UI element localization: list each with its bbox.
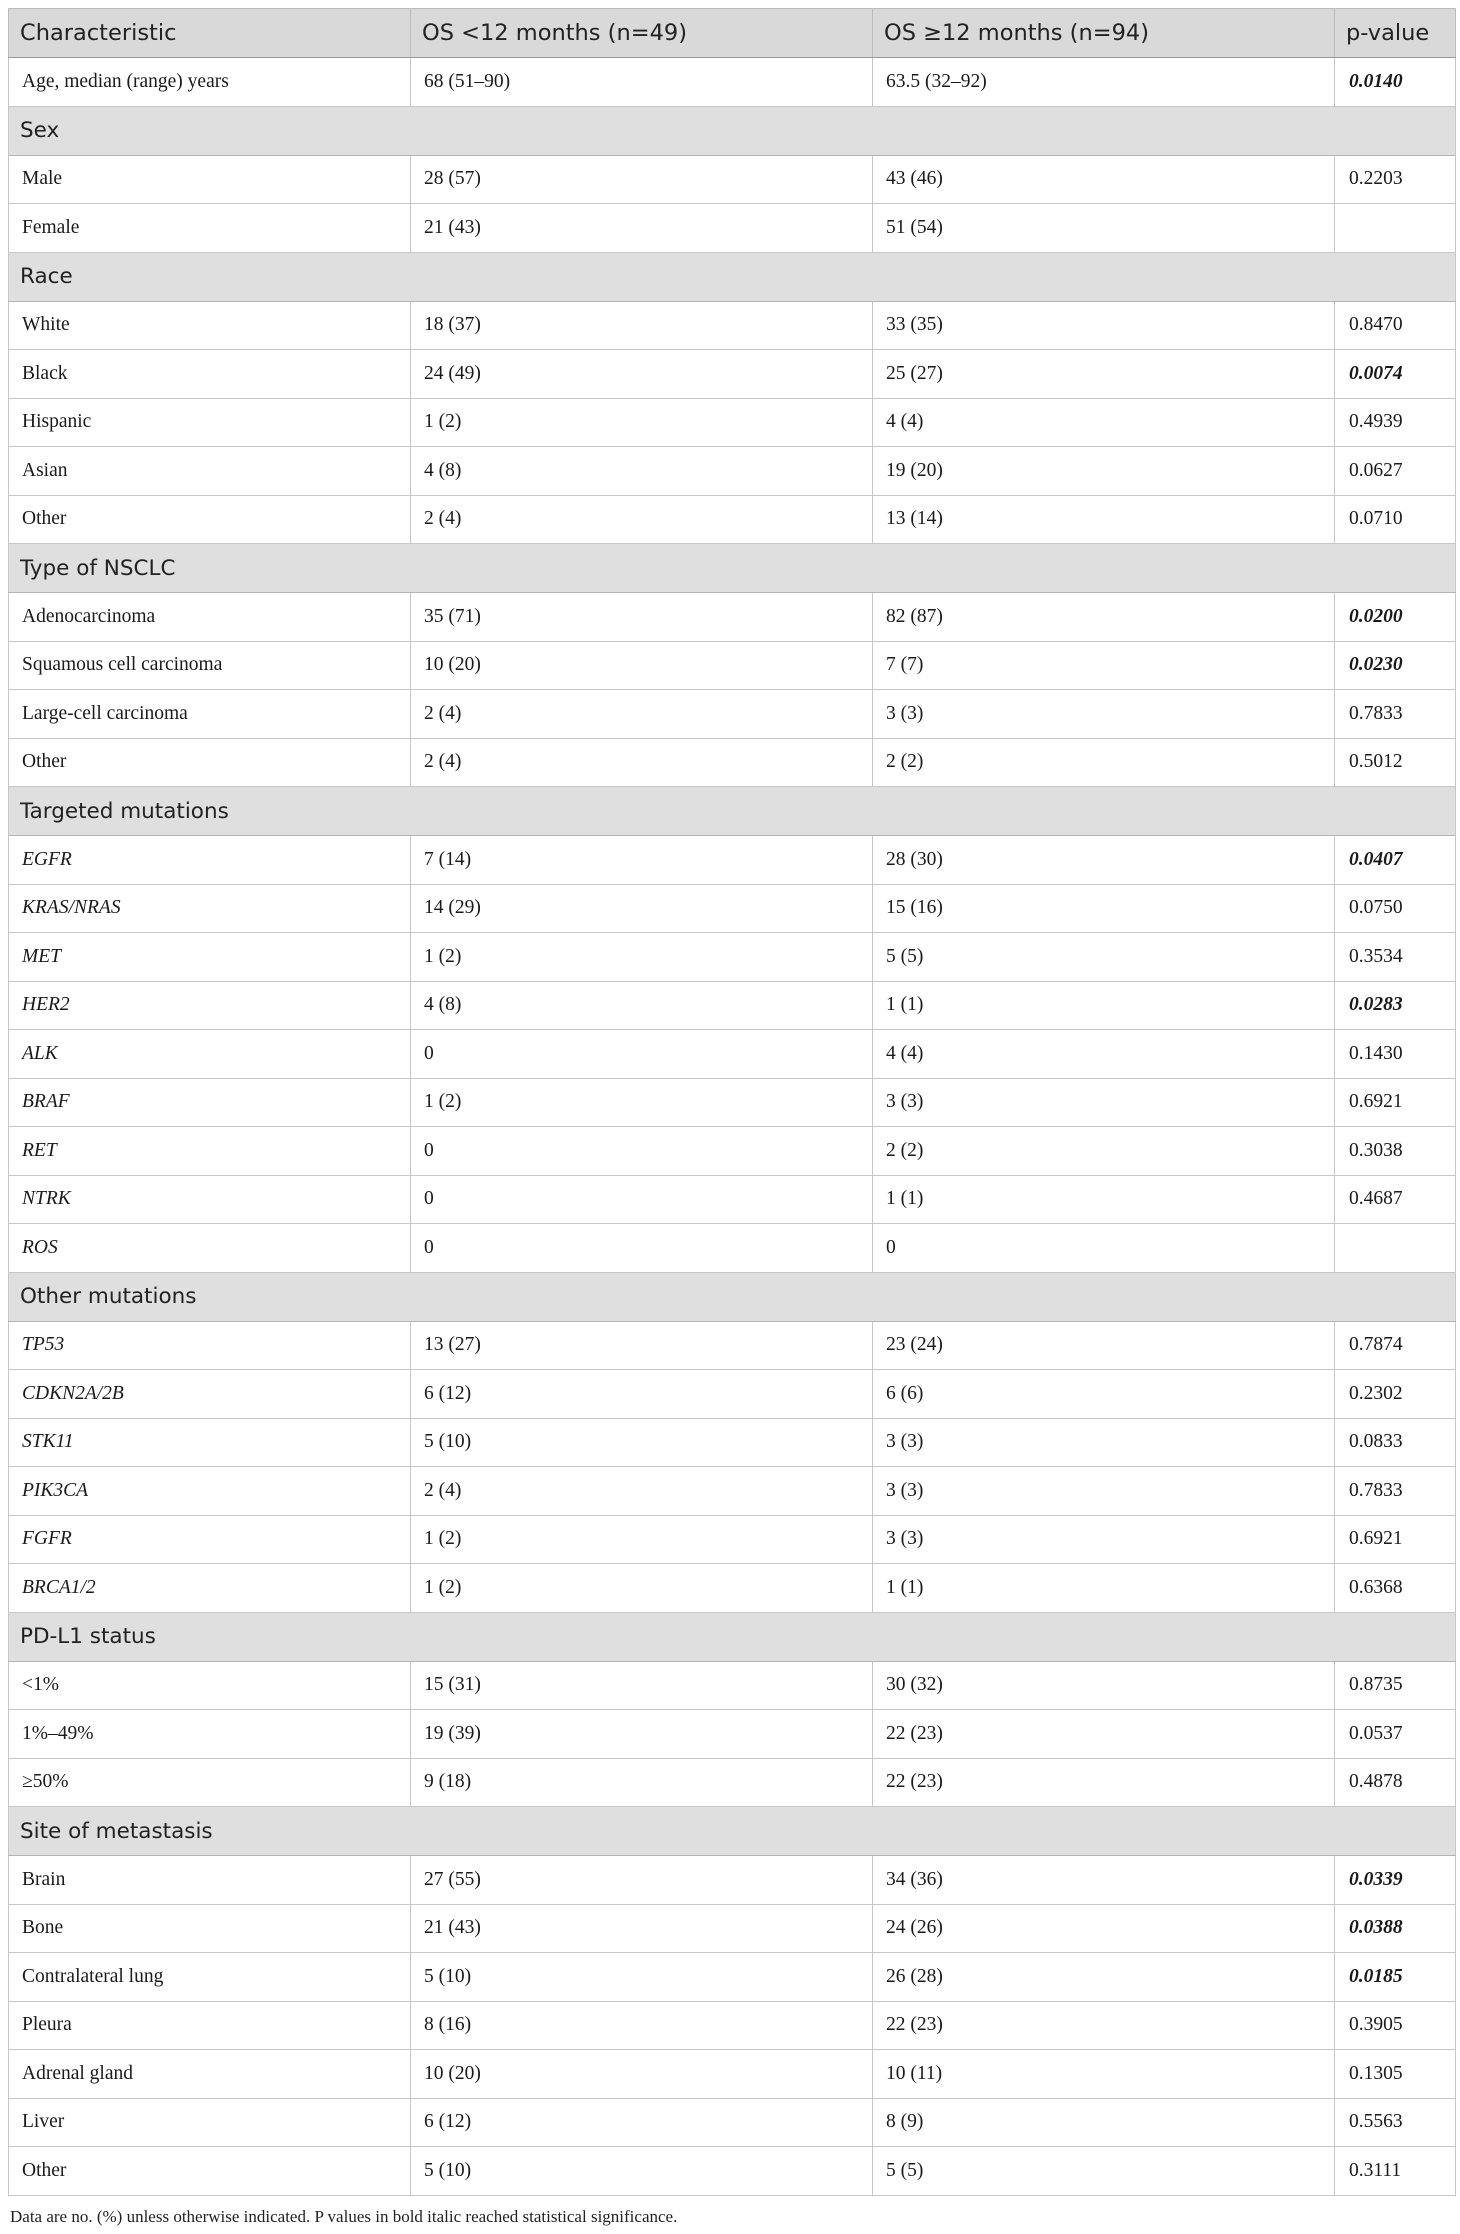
table-row xyxy=(9,1710,1456,1759)
row-value-os-12-plus: 82 (87) xyxy=(873,593,1335,642)
row-value-os-under-12: 2 (4) xyxy=(411,1467,873,1516)
table-row-age xyxy=(9,58,1456,107)
header-os-12-plus: OS ≥12 months (n=94) xyxy=(873,9,1335,58)
row-p-value: 0.0710 xyxy=(1335,495,1456,544)
row-label: STK11 xyxy=(9,1418,411,1467)
row-label: Contralateral lung xyxy=(9,1953,411,2002)
row-value-os-under-12: 1 (2) xyxy=(411,1515,873,1564)
section-title: PD-L1 status xyxy=(9,1612,1456,1661)
section-title: Type of NSCLC xyxy=(9,544,1456,593)
row-p-value: 0.7874 xyxy=(1335,1321,1456,1370)
row-p-value xyxy=(1335,1224,1456,1273)
table-row xyxy=(9,1758,1456,1807)
row-label: Squamous cell carcinoma xyxy=(9,641,411,690)
row-label: Other xyxy=(9,738,411,787)
row-value-os-12-plus: 6 (6) xyxy=(873,1370,1335,1419)
table-row xyxy=(9,1904,1456,1953)
table-row xyxy=(9,933,1456,982)
row-value-os-under-12: 6 (12) xyxy=(411,2098,873,2147)
table-row xyxy=(9,1127,1456,1176)
row-p-value: 0.2203 xyxy=(1335,155,1456,204)
row-value-os-12-plus: 26 (28) xyxy=(873,1953,1335,2002)
row-label: ALK xyxy=(9,1030,411,1079)
row-value-os-under-12: 2 (4) xyxy=(411,495,873,544)
row-label: BRCA1/2 xyxy=(9,1564,411,1613)
row-p-value: 0.2302 xyxy=(1335,1370,1456,1419)
row-value-os-under-12: 9 (18) xyxy=(411,1758,873,1807)
row-value-os-12-plus: 23 (24) xyxy=(873,1321,1335,1370)
table-row xyxy=(9,1856,1456,1905)
row-p-value: 0.3905 xyxy=(1335,2001,1456,2050)
row-value-os-12-plus: 5 (5) xyxy=(873,2147,1335,2196)
row-p-value: 0.3534 xyxy=(1335,933,1456,982)
table-row xyxy=(9,155,1456,204)
row-label: Pleura xyxy=(9,2001,411,2050)
table-row xyxy=(9,398,1456,447)
header-row xyxy=(9,9,1456,58)
table-row xyxy=(9,1175,1456,1224)
row-label: BRAF xyxy=(9,1078,411,1127)
row-value-os-12-plus: 4 (4) xyxy=(873,398,1335,447)
table-row xyxy=(9,593,1456,642)
row-p-value: 0.8470 xyxy=(1335,301,1456,350)
row-label: Large-cell carcinoma xyxy=(9,690,411,739)
row-value-os-under-12: 10 (20) xyxy=(411,641,873,690)
table-row xyxy=(9,1564,1456,1613)
row-p-value: 0.0407 xyxy=(1335,836,1456,885)
row-value-os-12-plus: 25 (27) xyxy=(873,350,1335,399)
table-row xyxy=(9,1224,1456,1273)
row-p-value: 0.1305 xyxy=(1335,2050,1456,2099)
row-p-value: 0.4687 xyxy=(1335,1175,1456,1224)
row-value-os-under-12: 18 (37) xyxy=(411,301,873,350)
row-value-os-under-12: 35 (71) xyxy=(411,593,873,642)
row-value-os-12-plus: 30 (32) xyxy=(873,1661,1335,1710)
row-label: White xyxy=(9,301,411,350)
table-row xyxy=(9,836,1456,885)
row-label: Bone xyxy=(9,1904,411,1953)
row-value-os-under-12: 0 xyxy=(411,1175,873,1224)
row-value-os-12-plus: 22 (23) xyxy=(873,1710,1335,1759)
row-value-os-12-plus: 22 (23) xyxy=(873,2001,1335,2050)
row-value-os-under-12: 14 (29) xyxy=(411,884,873,933)
row-value-os-12-plus: 1 (1) xyxy=(873,981,1335,1030)
row-value-os-under-12: 4 (8) xyxy=(411,981,873,1030)
table-row xyxy=(9,1467,1456,1516)
row-value-os-12-plus: 10 (11) xyxy=(873,2050,1335,2099)
row-value-os-under-12: 13 (27) xyxy=(411,1321,873,1370)
row-value-os-12-plus: 5 (5) xyxy=(873,933,1335,982)
row-label: Other xyxy=(9,2147,411,2196)
row-value-os-12-plus: 4 (4) xyxy=(873,1030,1335,1079)
section-header-row xyxy=(9,252,1456,301)
row-label: Adenocarcinoma xyxy=(9,593,411,642)
row-value-os-under-12: 1 (2) xyxy=(411,1078,873,1127)
row-value-os-12-plus: 1 (1) xyxy=(873,1564,1335,1613)
table-row xyxy=(9,301,1456,350)
section-header-row xyxy=(9,787,1456,836)
row-p-value: 0.0200 xyxy=(1335,593,1456,642)
row-value-os-under-12: 19 (39) xyxy=(411,1710,873,1759)
row-value-os-12-plus: 63.5 (32–92) xyxy=(873,58,1335,107)
row-p-value: 0.8735 xyxy=(1335,1661,1456,1710)
row-p-value: 0.0339 xyxy=(1335,1856,1456,1905)
row-value-os-12-plus: 0 xyxy=(873,1224,1335,1273)
row-value-os-12-plus: 7 (7) xyxy=(873,641,1335,690)
row-label: KRAS/NRAS xyxy=(9,884,411,933)
row-value-os-under-12: 5 (10) xyxy=(411,1953,873,2002)
row-p-value: 0.0074 xyxy=(1335,350,1456,399)
row-value-os-under-12: 10 (20) xyxy=(411,2050,873,2099)
row-value-os-12-plus: 51 (54) xyxy=(873,204,1335,253)
row-label: EGFR xyxy=(9,836,411,885)
row-value-os-under-12: 7 (14) xyxy=(411,836,873,885)
row-value-os-12-plus: 19 (20) xyxy=(873,447,1335,496)
row-label: Black xyxy=(9,350,411,399)
table-row xyxy=(9,495,1456,544)
section-header-row xyxy=(9,544,1456,593)
row-label: RET xyxy=(9,1127,411,1176)
row-label: CDKN2A/2B xyxy=(9,1370,411,1419)
header-characteristic: Characteristic xyxy=(9,9,411,58)
row-label: Asian xyxy=(9,447,411,496)
row-label: TP53 xyxy=(9,1321,411,1370)
row-label: Brain xyxy=(9,1856,411,1905)
row-p-value: 0.6368 xyxy=(1335,1564,1456,1613)
row-p-value: 0.5563 xyxy=(1335,2098,1456,2147)
table-footnote: Data are no. (%) unless otherwise indicated. P values in bold italic reached statistical significance. xyxy=(10,2206,678,2226)
characteristics-table xyxy=(8,8,1456,2196)
table-row xyxy=(9,884,1456,933)
section-header-row xyxy=(9,1612,1456,1661)
table-row xyxy=(9,1515,1456,1564)
row-value-os-12-plus: 34 (36) xyxy=(873,1856,1335,1905)
row-p-value: 0.0230 xyxy=(1335,641,1456,690)
row-p-value: 0.3038 xyxy=(1335,1127,1456,1176)
row-label: NTRK xyxy=(9,1175,411,1224)
row-p-value: 0.0750 xyxy=(1335,884,1456,933)
table-row xyxy=(9,447,1456,496)
row-p-value: 0.0283 xyxy=(1335,981,1456,1030)
table-row xyxy=(9,204,1456,253)
table-row xyxy=(9,1370,1456,1419)
row-value-os-under-12: 15 (31) xyxy=(411,1661,873,1710)
row-value-os-12-plus: 22 (23) xyxy=(873,1758,1335,1807)
section-title: Race xyxy=(9,252,1456,301)
row-p-value: 0.0833 xyxy=(1335,1418,1456,1467)
section-header-row xyxy=(9,1807,1456,1856)
row-p-value: 0.0627 xyxy=(1335,447,1456,496)
row-value-os-12-plus: 13 (14) xyxy=(873,495,1335,544)
table-row xyxy=(9,1078,1456,1127)
row-value-os-under-12: 27 (55) xyxy=(411,1856,873,1905)
table-row xyxy=(9,738,1456,787)
row-value-os-under-12: 0 xyxy=(411,1030,873,1079)
table-row xyxy=(9,2001,1456,2050)
row-value-os-12-plus: 3 (3) xyxy=(873,1515,1335,1564)
row-value-os-12-plus: 2 (2) xyxy=(873,738,1335,787)
table-row xyxy=(9,2147,1456,2196)
row-label: <1% xyxy=(9,1661,411,1710)
table-body xyxy=(9,58,1456,2196)
row-value-os-12-plus: 1 (1) xyxy=(873,1175,1335,1224)
row-p-value: 0.0185 xyxy=(1335,1953,1456,2002)
row-label: HER2 xyxy=(9,981,411,1030)
table-row xyxy=(9,350,1456,399)
row-value-os-under-12: 4 (8) xyxy=(411,447,873,496)
table-row xyxy=(9,1661,1456,1710)
row-value-os-under-12: 68 (51–90) xyxy=(411,58,873,107)
row-p-value: 0.5012 xyxy=(1335,738,1456,787)
row-p-value: 0.4939 xyxy=(1335,398,1456,447)
table-row xyxy=(9,981,1456,1030)
table-row xyxy=(9,690,1456,739)
table-row xyxy=(9,2098,1456,2147)
row-value-os-under-12: 24 (49) xyxy=(411,350,873,399)
row-value-os-12-plus: 3 (3) xyxy=(873,1078,1335,1127)
row-value-os-under-12: 2 (4) xyxy=(411,690,873,739)
row-label: Age, median (range) years xyxy=(9,58,411,107)
row-label: Liver xyxy=(9,2098,411,2147)
row-value-os-under-12: 21 (43) xyxy=(411,204,873,253)
row-value-os-under-12: 1 (2) xyxy=(411,398,873,447)
row-p-value: 0.0388 xyxy=(1335,1904,1456,1953)
row-value-os-12-plus: 2 (2) xyxy=(873,1127,1335,1176)
section-title: Other mutations xyxy=(9,1272,1456,1321)
row-label: Adrenal gland xyxy=(9,2050,411,2099)
row-value-os-under-12: 6 (12) xyxy=(411,1370,873,1419)
table-row xyxy=(9,641,1456,690)
table-header xyxy=(9,9,1456,58)
row-value-os-under-12: 0 xyxy=(411,1224,873,1273)
section-title: Sex xyxy=(9,106,1456,155)
table-row xyxy=(9,1418,1456,1467)
row-value-os-under-12: 8 (16) xyxy=(411,2001,873,2050)
row-label: ROS xyxy=(9,1224,411,1273)
row-p-value: 0.0140 xyxy=(1335,58,1456,107)
row-value-os-under-12: 5 (10) xyxy=(411,2147,873,2196)
header-p-value: p-value xyxy=(1335,9,1456,58)
row-label: MET xyxy=(9,933,411,982)
row-value-os-under-12: 21 (43) xyxy=(411,1904,873,1953)
row-label: Hispanic xyxy=(9,398,411,447)
table-row xyxy=(9,1321,1456,1370)
row-value-os-12-plus: 15 (16) xyxy=(873,884,1335,933)
row-p-value xyxy=(1335,204,1456,253)
row-value-os-12-plus: 3 (3) xyxy=(873,690,1335,739)
row-value-os-12-plus: 43 (46) xyxy=(873,155,1335,204)
row-label: 1%–49% xyxy=(9,1710,411,1759)
row-value-os-12-plus: 8 (9) xyxy=(873,2098,1335,2147)
row-value-os-12-plus: 3 (3) xyxy=(873,1418,1335,1467)
row-p-value: 0.7833 xyxy=(1335,1467,1456,1516)
section-header-row xyxy=(9,106,1456,155)
row-p-value: 0.3111 xyxy=(1335,2147,1456,2196)
row-value-os-under-12: 2 (4) xyxy=(411,738,873,787)
row-p-value: 0.6921 xyxy=(1335,1515,1456,1564)
row-value-os-12-plus: 28 (30) xyxy=(873,836,1335,885)
row-p-value: 0.1430 xyxy=(1335,1030,1456,1079)
row-label: Other xyxy=(9,495,411,544)
row-label: FGFR xyxy=(9,1515,411,1564)
row-p-value: 0.6921 xyxy=(1335,1078,1456,1127)
row-p-value: 0.4878 xyxy=(1335,1758,1456,1807)
row-label: PIK3CA xyxy=(9,1467,411,1516)
row-label: Female xyxy=(9,204,411,253)
row-value-os-under-12: 0 xyxy=(411,1127,873,1176)
header-os-under-12: OS <12 months (n=49) xyxy=(411,9,873,58)
row-value-os-under-12: 1 (2) xyxy=(411,933,873,982)
table-row xyxy=(9,1953,1456,2002)
section-title: Targeted mutations xyxy=(9,787,1456,836)
row-value-os-12-plus: 33 (35) xyxy=(873,301,1335,350)
section-title: Site of metastasis xyxy=(9,1807,1456,1856)
row-p-value: 0.7833 xyxy=(1335,690,1456,739)
table-container xyxy=(8,8,1455,2227)
row-p-value: 0.0537 xyxy=(1335,1710,1456,1759)
row-label: ≥50% xyxy=(9,1758,411,1807)
row-value-os-12-plus: 3 (3) xyxy=(873,1467,1335,1516)
row-value-os-under-12: 1 (2) xyxy=(411,1564,873,1613)
row-value-os-12-plus: 24 (26) xyxy=(873,1904,1335,1953)
row-value-os-under-12: 5 (10) xyxy=(411,1418,873,1467)
section-header-row xyxy=(9,1272,1456,1321)
row-label: Male xyxy=(9,155,411,204)
table-row xyxy=(9,1030,1456,1079)
table-row xyxy=(9,2050,1456,2099)
row-value-os-under-12: 28 (57) xyxy=(411,155,873,204)
